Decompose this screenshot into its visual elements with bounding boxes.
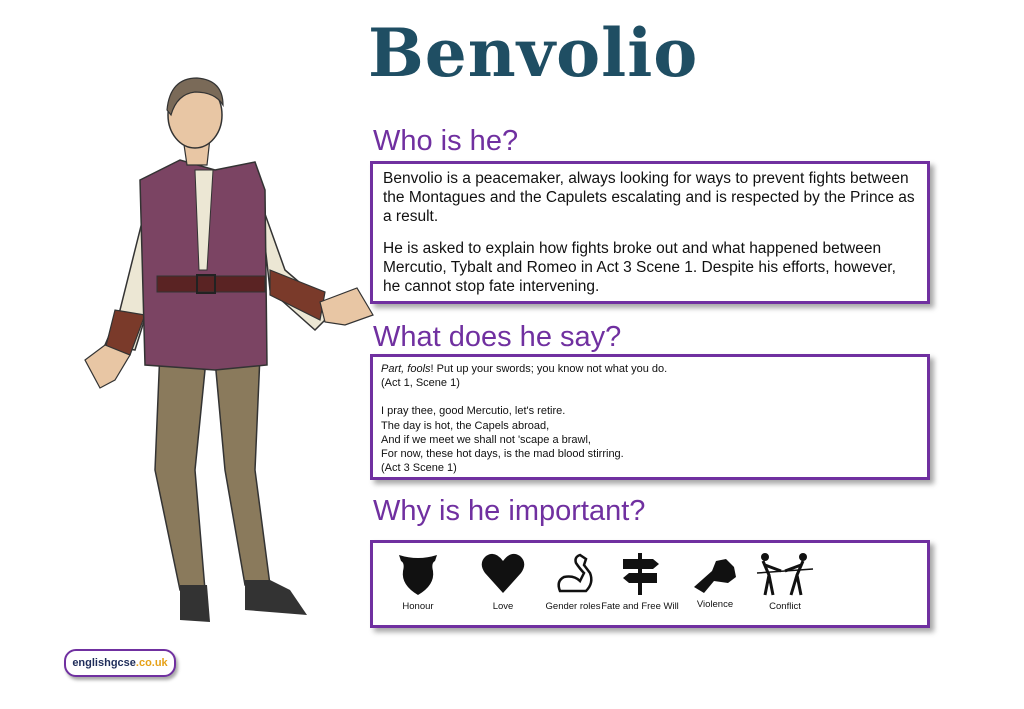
tug-of-war-icon (755, 551, 815, 597)
theme-label: Conflict (769, 601, 801, 612)
benvolio-illustration (75, 70, 375, 630)
flexed-arm-icon (550, 551, 596, 597)
who-paragraph-2: He is asked to explain how fights broke out and what happened between Mercutio, Tybalt and Romeo in Act 3 Scene 1. Despite his efforts, however, he cannot stop fate intervening. (383, 240, 896, 295)
quote-2-line-3: And if we meet we shall not 'scape a brawl, (381, 433, 591, 446)
quote-2-line-2: The day is hot, the Capels abroad, (381, 419, 550, 432)
say-box (370, 354, 930, 480)
logo-tld: .co.uk (135, 657, 168, 669)
quote-2-line-4: For now, these hot days, is the mad blood stirring. (381, 448, 624, 461)
logo-main: englishgcse (72, 657, 136, 669)
site-logo[interactable] (64, 649, 176, 677)
who-box (370, 161, 930, 304)
page-title: Benvolio (368, 14, 699, 92)
theme-label: Fate and Free Will (601, 601, 679, 612)
shield-icon (395, 551, 441, 597)
quote-1-italic: Part, fools (381, 363, 431, 375)
quote-1-ref: (Act 1, Scene 1) (381, 377, 460, 390)
who-heading: Who is he? (373, 125, 519, 157)
fist-icon (692, 549, 738, 595)
quote-1 (381, 362, 919, 376)
theme-label: Love (492, 601, 514, 612)
heart-icon (480, 551, 526, 597)
quote-2-ref: (Act 3 Scene 1) (381, 462, 457, 475)
theme-honour (373, 551, 463, 612)
quote-2-line-1: I pray thee, good Mercutio, let's retire. (381, 405, 566, 418)
theme-conflict (740, 551, 830, 612)
who-paragraph-1: Benvolio is a peacemaker, always looking for ways to prevent fights between the Montagues and the Capulets escalating and is respected by the Prince as a result. (383, 170, 915, 225)
theme-label: Violence (696, 599, 734, 610)
quote-1-rest: ! Put up your swords; you know not what you do. (430, 363, 668, 375)
signpost-icon (617, 551, 663, 597)
say-heading: What does he say? (373, 321, 622, 353)
theme-label: Honour (402, 601, 434, 612)
theme-label: Gender roles (545, 601, 601, 612)
why-heading: Why is he important? (373, 495, 646, 527)
why-box (370, 540, 930, 628)
